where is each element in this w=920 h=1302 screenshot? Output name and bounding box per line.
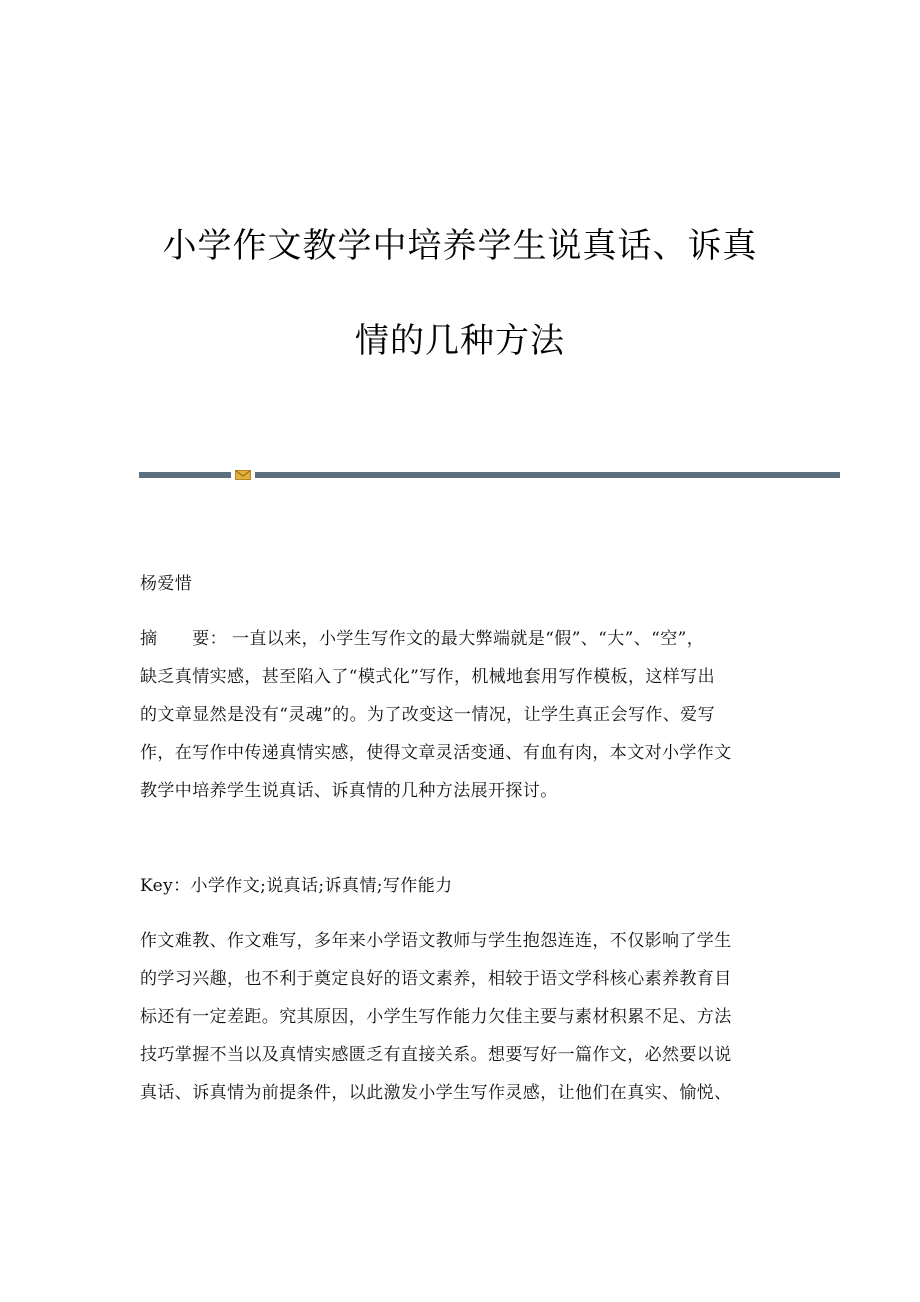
abstract-line: 作，在写作中传递真情实感，使得文章灵活变通、有血有肉，本文对小学作文 <box>140 743 732 763</box>
divider-bar-left <box>139 472 231 478</box>
document-title-line-2: 情的几种方法 <box>355 321 565 361</box>
abstract-section <box>140 620 770 810</box>
envelope-icon <box>235 470 251 480</box>
abstract-label: 摘 要： <box>140 629 227 649</box>
abstract-text: 一直以来，小学生写作文的最大弊端就是“假”、“大”、“空”， <box>232 629 705 649</box>
body-paragraph <box>140 922 770 1112</box>
document-title-line-1: 小学作文教学中培养学生说真话、诉真 <box>162 226 758 266</box>
body-line: 标还有一定差距。究其原因，小学生写作能力欠佳主要与素材积累不足、方法 <box>140 1007 732 1027</box>
body-line: 作文难教、作文难写，多年来小学语文教师与学生抱怨连连，不仅影响了学生 <box>140 931 732 951</box>
abstract-line: 的文章显然是没有“灵魂”的。为了改变这一情况，让学生真正会写作、爱写 <box>140 705 715 725</box>
abstract-line: 缺乏真情实感，甚至陷入了“模式化”写作，机械地套用写作模板，这样写出 <box>140 667 715 687</box>
body-line: 的学习兴趣，也不利于奠定良好的语文素养，相较于语文学科核心素养教育目 <box>140 969 732 989</box>
abstract-line: 教学中培养学生说真话、诉真情的几种方法展开探讨。 <box>140 781 558 801</box>
divider-bar-right <box>255 472 840 478</box>
body-line: 真话、诉真情为前提条件，以此激发小学生写作灵感，让他们在真实、愉悦、 <box>140 1083 732 1103</box>
keywords-line: Key：小学作文;说真话;诉真情;写作能力 <box>140 876 453 896</box>
title-divider <box>139 470 840 480</box>
author-name: 杨爱惜 <box>140 574 193 594</box>
body-line: 技巧掌握不当以及真情实感匮乏有直接关系。想要写好一篇作文，必然要以说 <box>140 1045 732 1065</box>
abstract-line <box>140 620 770 658</box>
